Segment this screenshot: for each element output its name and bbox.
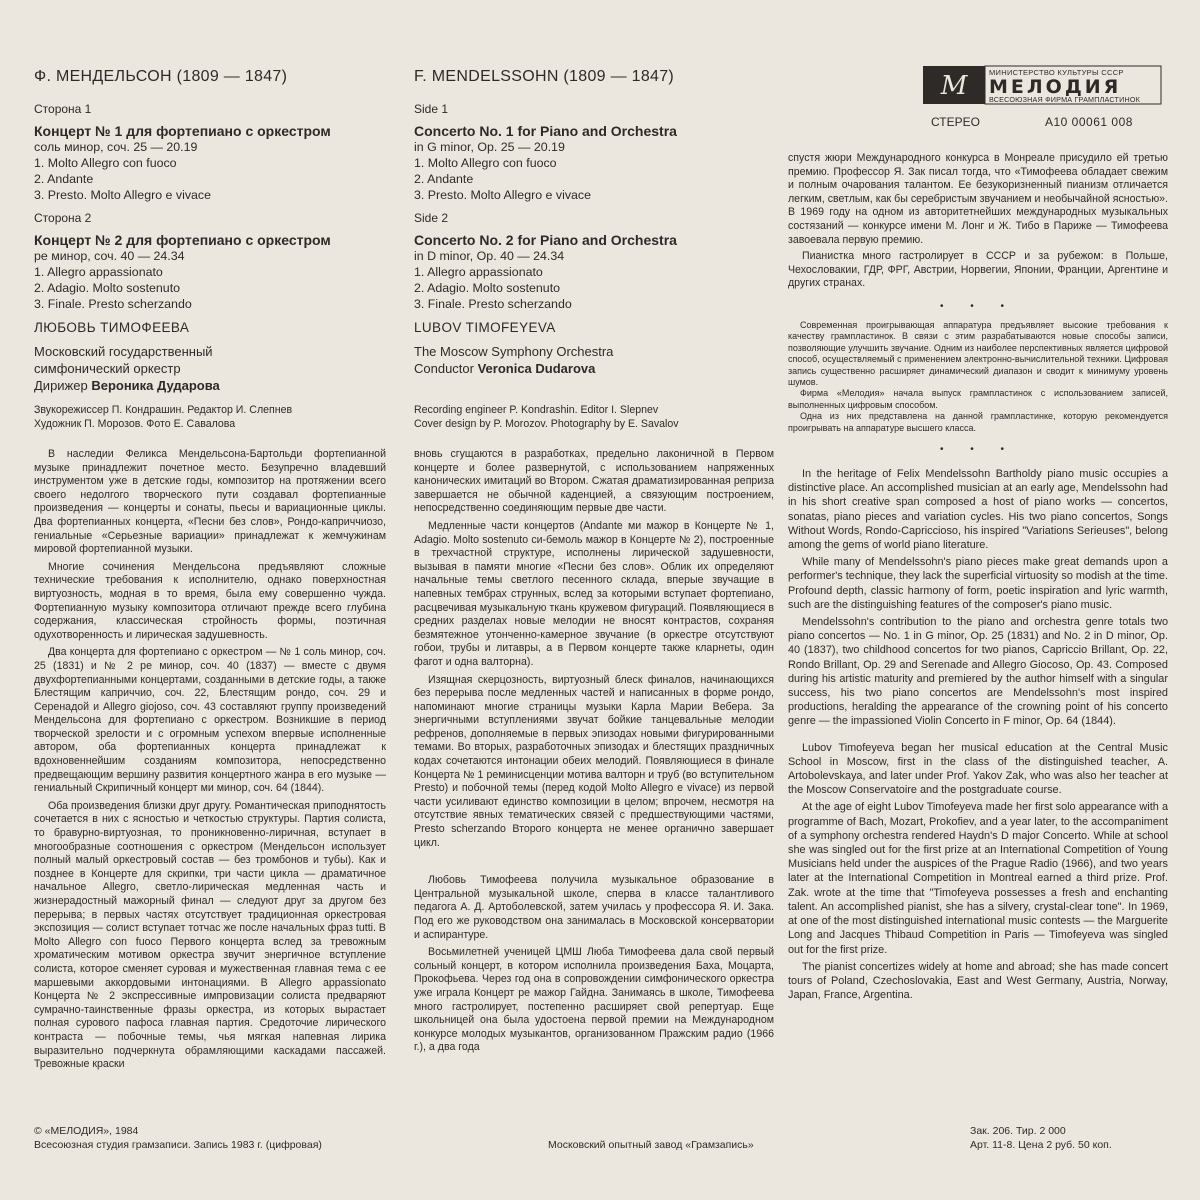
side2-label-ru: Сторона 2 bbox=[34, 211, 92, 225]
concerto2-key-ru: ре минор, соч. 40 — 24.34 bbox=[34, 249, 185, 263]
soloist-en: LUBOV TIMOFEYEVA bbox=[414, 320, 556, 335]
movement: 2. Andante bbox=[414, 172, 474, 186]
orchestra-en: The Moscow Symphony Orchestra bbox=[414, 344, 614, 359]
conductor-label: Дирижер bbox=[34, 378, 92, 393]
movement: 3. Finale. Presto scherzando bbox=[414, 297, 572, 311]
paragraph: Два концерта для фортепиано с оркестром — № 1 соль минор, соч. 25 (1831) и № 2 ре минор, соч. 40 (1837) — вместе с двумя двухфортепианными концертами, созданными в детские годы, а также Блестящим каприччио, соч. 22, Блестящим рондо, соч. 29 и Серенадой и Allegro giojoso, соч. 43 составляют группу произведений Мендельсона для фортепиано с оркестром. Возникшие в период творческой зрелости и с огромным успехом впервые исполненные автором, оба фортепианных концерта принадлежат к вдохновеннейшим созданиям композитора, непосредственно предвещающим вершину развития концертного жанра в его музыке — гениальный Скрипичный концерт ми минор, соч. 64 (1844). bbox=[34, 646, 386, 795]
digital-note: Современная проигрывающая аппаратура предъявляет высокие требования к качеству грампластинок. В связи с этим разрабатываются новые способы записи, позволяющие улучшить звучание. Одним из наиболее перспективных является цифровой способ, осуществляемый с применением электронно-вычислительной техники. Цифровая запись существенно расширяет динамический диапазон и сводит к минимуму уровень шумов. bbox=[788, 319, 1168, 387]
paragraph-en: Lubov Timofeyeva began her musical education at the Central Music School in Moscow, first in the class of the distinguished teacher, A. Artobolevskaya, and later under Prof. Yakov Zak, who was also her teacher at the Moscow Conservatoire and the postgraduate course. bbox=[788, 741, 1168, 797]
movement: 2. Andante bbox=[34, 172, 94, 186]
svg-text:M: M bbox=[940, 71, 968, 101]
concerto1-key-en: in G minor, Op. 25 — 20.19 bbox=[414, 140, 565, 154]
price-info: Арт. 11-8. Цена 2 руб. 50 коп. bbox=[970, 1139, 1112, 1151]
digital-note: Фирма «Мелодия» начала выпуск грампластинок с использованием записей, выполненных цифровым способом. bbox=[788, 388, 1168, 410]
conductor-name: Veronica Dudarova bbox=[477, 361, 596, 376]
movement: 2. Adagio. Molto sostenuto bbox=[34, 281, 181, 295]
logo-ministry: МИНИСТЕРСТВО КУЛЬТУРЫ СССР bbox=[989, 68, 1124, 77]
side1-label-ru: Сторона 1 bbox=[34, 102, 92, 116]
movement: 1. Allegro appassionato bbox=[34, 265, 163, 279]
credits-en-line2: Cover design by P. Morozov. Photography by E. Savalov bbox=[414, 417, 679, 430]
manufacturer: Московский опытный завод «Грамзапись» bbox=[548, 1139, 754, 1151]
credits-ru-line1: Звукорежиссер П. Кондрашин. Редактор И. Слепнев bbox=[34, 404, 293, 416]
ru-tracklist bbox=[34, 68, 386, 431]
order-info: Зак. 206. Тир. 2 000 bbox=[970, 1125, 1066, 1137]
catalog-number: А10 00061 008 bbox=[1045, 115, 1133, 129]
ru-essay-part2 bbox=[414, 448, 774, 1055]
paragraph: В наследии Феликса Мендельсона-Бартольди фортепианной музыке принадлежит почетное место. Безупречно владевший инструментом уже в детские годы, композитор на протяжении всего своего недолгого творческого пути создавал фортепианные произведения — концерты и сонаты, пьесы и вариационные циклы. Два фортепианных концерта, «Песни без слов», Рондо-каприччиозо, гениальные «Серьезные вариации» принадлежат к жемчужинам мировой фортепианной музыки. bbox=[34, 448, 386, 556]
concerto2-title-en: Concerto No. 2 for Piano and Orchestra bbox=[414, 232, 677, 248]
paragraph: вновь сгущаются в разработках, предельно лаконичной в Первом концерте и более развернутой, с использованием напряженных канонических имитаций во Втором. Сжатая драматизированная реприза завершается не обычной каденцией, а связующим построением, непосредственно соединяющим первые две части. bbox=[414, 448, 774, 515]
paragraph: Пианистка много гастролирует в СССР и за рубежом: в Польше, Чехословакии, ГДР, ФРГ, Австрии, Норвегии, Японии, Франции, Аргентине и других странах. bbox=[788, 250, 1168, 290]
stereo-label: СТЕРЕО bbox=[931, 115, 980, 129]
concerto2-title-ru: Концерт № 2 для фортепиано с оркестром bbox=[34, 232, 331, 248]
movement: 3. Presto. Molto Allegro e vivace bbox=[414, 188, 591, 202]
movement: 3. Presto. Molto Allegro e vivace bbox=[34, 188, 211, 202]
credits-ru-line2: Художник П. Морозов. Фото Е. Савалова bbox=[34, 417, 236, 430]
concerto2-key-en: in D minor, Op. 40 — 24.34 bbox=[414, 249, 565, 263]
separator-dots: • • • bbox=[939, 444, 1017, 455]
paragraph-en: At the age of eight Lubov Timofeyeva made her first solo appearance with a programme of Bach, Mozart, Prokofiev, and a year later, to the accompaniment of a symphony orchestra rendered Haydn's D major Concerto. While at school she was singled out for the first prize at an International Competition of Young Musicians held under the auspices of the Prague Radio (1966), and two years later at the International Competition in Montreal earned a third prize. Prof. Zak. wrote at the time that "Timofeyeva possesses a fresh and enchanting talent. An accomplished pianist, she has a silvery, crystal-clear tone". In 1969, at one of the most distinguished international music contests — the Marguerite Long and Jacques Thibaud Competition in Paris — Timofeyeva was singled out for the first prize. bbox=[788, 801, 1168, 956]
orchestra-ru-line2: симфонический оркестр bbox=[34, 361, 181, 376]
movement: 1. Molto Allegro con fuoco bbox=[414, 156, 557, 170]
paragraph-en: While many of Mendelssohn's piano pieces make great demands upon a performer's technique, they lack the superficial virtuosity so modish at the time. Profound depth, classic harmony of form, poetic inspiration and lyric warmth, such are the distinguishing features of the composer's piano music. bbox=[788, 556, 1168, 611]
concerto1-title-en: Concerto No. 1 for Piano and Orchestra bbox=[414, 123, 677, 139]
composer-en: F. MENDELSSOHN (1809 — 1847) bbox=[414, 68, 675, 85]
en-tracklist bbox=[414, 68, 774, 431]
concerto1-title-ru: Концерт № 1 для фортепиано с оркестром bbox=[34, 123, 331, 139]
paragraph: Изящная скерцозность, виртуозный блеск финалов, начинающихся без перерыва после медленных частей и написанных в форме рондо, напоминают многие страницы музыки Карла Марии Вебера. За энергичными вступлениями звучат бойкие танцевальные мелодии рефренов, дополняемые в первых эпизодах новыми фигурированными темами. Во вторых, разработочных эпизодах и блестящих праздничных кодах сочетаются интонации обеих мелодий. Появляющиеся в финале Концерта № 1 реминисценции мотива валторн и труб (во вступительном Presto) и побочной темы (перед кодой Molto Allegro e vivace) из первой части усиливают единство композиции в целом; впрочем, несмотря на отсутствие явных тематических связей с предшествующими частями, Presto scherzando Второго концерта не менее органично завершает цикл. bbox=[414, 673, 774, 849]
side1-label-en: Side 1 bbox=[414, 102, 449, 116]
logo-brand: МЕЛОДИЯ bbox=[989, 76, 1122, 98]
side2-label-en: Side 2 bbox=[414, 211, 449, 225]
movement: 1. Molto Allegro con fuoco bbox=[34, 156, 177, 170]
ru-essay-part1 bbox=[34, 448, 386, 1072]
footer-right bbox=[970, 1124, 1112, 1152]
movement: 3. Finale. Presto scherzando bbox=[34, 297, 192, 311]
movement: 1. Allegro appassionato bbox=[414, 265, 543, 279]
paragraph: Любовь Тимофеева получила музыкальное образование в Центральной музыкальной школе, сперва в классе талантливого педагога А. Д. Артоболевской, затем училась у профессора Я. И. Зака. Под его же руководством она занималась в Московской консерватории и аспирантуре. bbox=[414, 874, 774, 941]
melodiya-logo bbox=[923, 64, 1163, 106]
orchestra-ru-line1: Московский государственный bbox=[34, 344, 213, 359]
soloist-ru: ЛЮБОВЬ ТИМОФЕЕВА bbox=[34, 320, 190, 335]
paragraph-en: In the heritage of Felix Mendelssohn Bartholdy piano music occupies a distinctive place. An accomplished musician at an early age, Mendelssohn had in his short creative span composed a host of piano works — concertos, sonatas, piano pieces and variation cycles. His two piano concertos, Songs Without Words, Rondo-Capriccioso, his inspired "Variations Serieuses", belong among the gems of world piano literature. bbox=[788, 468, 1168, 552]
conductor-ru bbox=[34, 377, 386, 394]
paragraph-en: The pianist concertizes widely at home and abroad; she has made concert tours of Poland, Czechoslovakia, East and West Germany, Austria, Norway, Japan, France, Argentina. bbox=[788, 960, 1168, 1002]
separator-dots: • • • bbox=[939, 300, 1017, 312]
conductor-name: Вероника Дударова bbox=[91, 378, 220, 393]
paragraph: Восьмилетней ученицей ЦМШ Люба Тимофеева дала свой первый сольный концерт, в котором исполнила произведения Баха, Моцарта, Прокофьева. Через год она в сопровождении симфонического оркестра уже играла Концерт ре мажор Гайдна. Занимаясь в школе, Тимофеева много гастролирует, постепенно расширяет свой репертуар. Еще школьницей она была удостоена первой премии на Международном конкурсе молодых музыкантов, организованном Пражским радио (1966 г.), а два года bbox=[414, 946, 774, 1054]
paragraph: Многие сочинения Мендельсона предъявляют сложные технические требования к исполнителю, однако поверхностная виртуозность, модная в то время, была ему совершенно чужда. Фортепианную музыку композитора отличают прежде всего глубина содержания, классическая стройность формы, поэтичная одухотворенность и лирическая задушевность. bbox=[34, 560, 386, 641]
paragraph: спустя жюри Международного конкурса в Монреале присудило ей третью премию. Профессор Я. Зак писал тогда, что «Тимофеева обладает свежим и полным очарования талантом. Ее безукоризненный пианизм отличается легким, светлым, как бы серебристым звучанием и необычайной ясностью». В 1969 году на одном из авторитетнейших международных музыкальных состязаний — конкурсе имени М. Лонг и Ж. Тибо в Париже — Тимофеева завоевала первую премию. bbox=[788, 152, 1168, 246]
paragraph: Медленные части концертов (Andante ми мажор в Концерте № 1, Adagio. Molto sostenuto си-бемоль мажор в Концерте № 2), построенные в трехчастной структуре, исполнены лирической задушевности, вызывая в памяти многие «Песни без слов». Облик их определяют начальные темы светлого песенного склада, вперые звучащие в напевных тембрах струнных, вслед за которыми вступает фортепиано, расцвечивая музыкальную ткань кружевом фигураций. Появляющиеся в средних разделах новые мелодии не вносят контрастов, сохраняя безмятежное утонченно-камерное звучание (в оркестре отсутствуют гобои, трубы и литавры, а в Первом концерте также кларнеты, один фагот и одна валторна). bbox=[414, 519, 774, 668]
column-three bbox=[788, 152, 1168, 1002]
footer-left bbox=[34, 1124, 322, 1152]
credits-en-line1: Recording engineer P. Kondrashin. Editor I. Slepnev bbox=[414, 404, 659, 416]
conductor-label: Conductor bbox=[414, 361, 478, 376]
composer-ru: Ф. МЕНДЕЛЬСОН (1809 — 1847) bbox=[34, 68, 288, 85]
copyright: © «МЕЛОДИЯ», 1984 bbox=[34, 1125, 139, 1137]
digital-note: Одна из них представлена на данной грампластинке, которую рекомендуется проигрывать на аппаратуре высшего класса. bbox=[788, 411, 1168, 433]
studio-note: Всесоюзная студия грамзаписи. Запись 1983 г. (цифровая) bbox=[34, 1139, 322, 1151]
concerto1-key-ru: соль минор, соч. 25 — 20.19 bbox=[34, 140, 198, 154]
paragraph: Оба произведения близки друг другу. Романтическая приподнятость сочетается в них с ясностью и четкостью структуры. Партия солиста, то бравурно-виртуозная, то проникновенно-лиричная, вступает в многообразные соотношения с оркестром (Мендельсон использует полный малый оркестровый состав — без тромбонов и тубы). Как и позднее в Концерте для скрипки, три части цикла — драматичное начальное Allegro, светло-лирическая медленная часть и жизнерадостный мажорный финал — следуют друг за другом без перерыва; в первых частях отсутствует традиционная оркестровая экспозиция — солист вступает тотчас же после начальных фраз tutti. В Molto Allegro con fuoco Первого концерта вслед за тревожным хроматическим мотивом оркестра звучит энергичное вступление солиста, которое сменяет суровая и мужественная главная тема с ее маршевыми аккордовыми интонациями. В Allegro appassionato Концерта № 2 экспрессивные импровизации солиста предваряют сумрачно-таинственные фразы оркестра, из которых вырастает полная сурового пафоса главная партия. Средоточие лирического контраста — побочные темы, чья мягкая напевная лирика выразительно подчеркнута обрамляющими каскадами пассажей. Тревожные краски bbox=[34, 799, 386, 1071]
logo-firm: ВСЕСОЮЗНАЯ ФИРМА ГРАМПЛАСТИНОК bbox=[989, 95, 1141, 104]
conductor-en bbox=[414, 360, 774, 377]
movement: 2. Adagio. Molto sostenuto bbox=[414, 281, 561, 295]
paragraph-en: Mendelssohn's contribution to the piano and orchestra genre totals two piano concertos — No. 1 in G minor, Op. 25 (1831) and No. 2 in D minor, Op. 40 (1837), two childhood concertos for two pianos, Capriccio Brillant, Op. 22, Rondo Brillant, Op. 29 and Serenade and Allegro Giocoso, Op. 43. Composed during his artistic maturity and premiered by the author himself with a singular success, his two piano concertos are Mendelssohn's most inspired productions, heralding the appearance of the crowning point of his concerto genre — the impassioned Violin Concerto in F minor, Op. 64 (1844). bbox=[788, 616, 1168, 728]
